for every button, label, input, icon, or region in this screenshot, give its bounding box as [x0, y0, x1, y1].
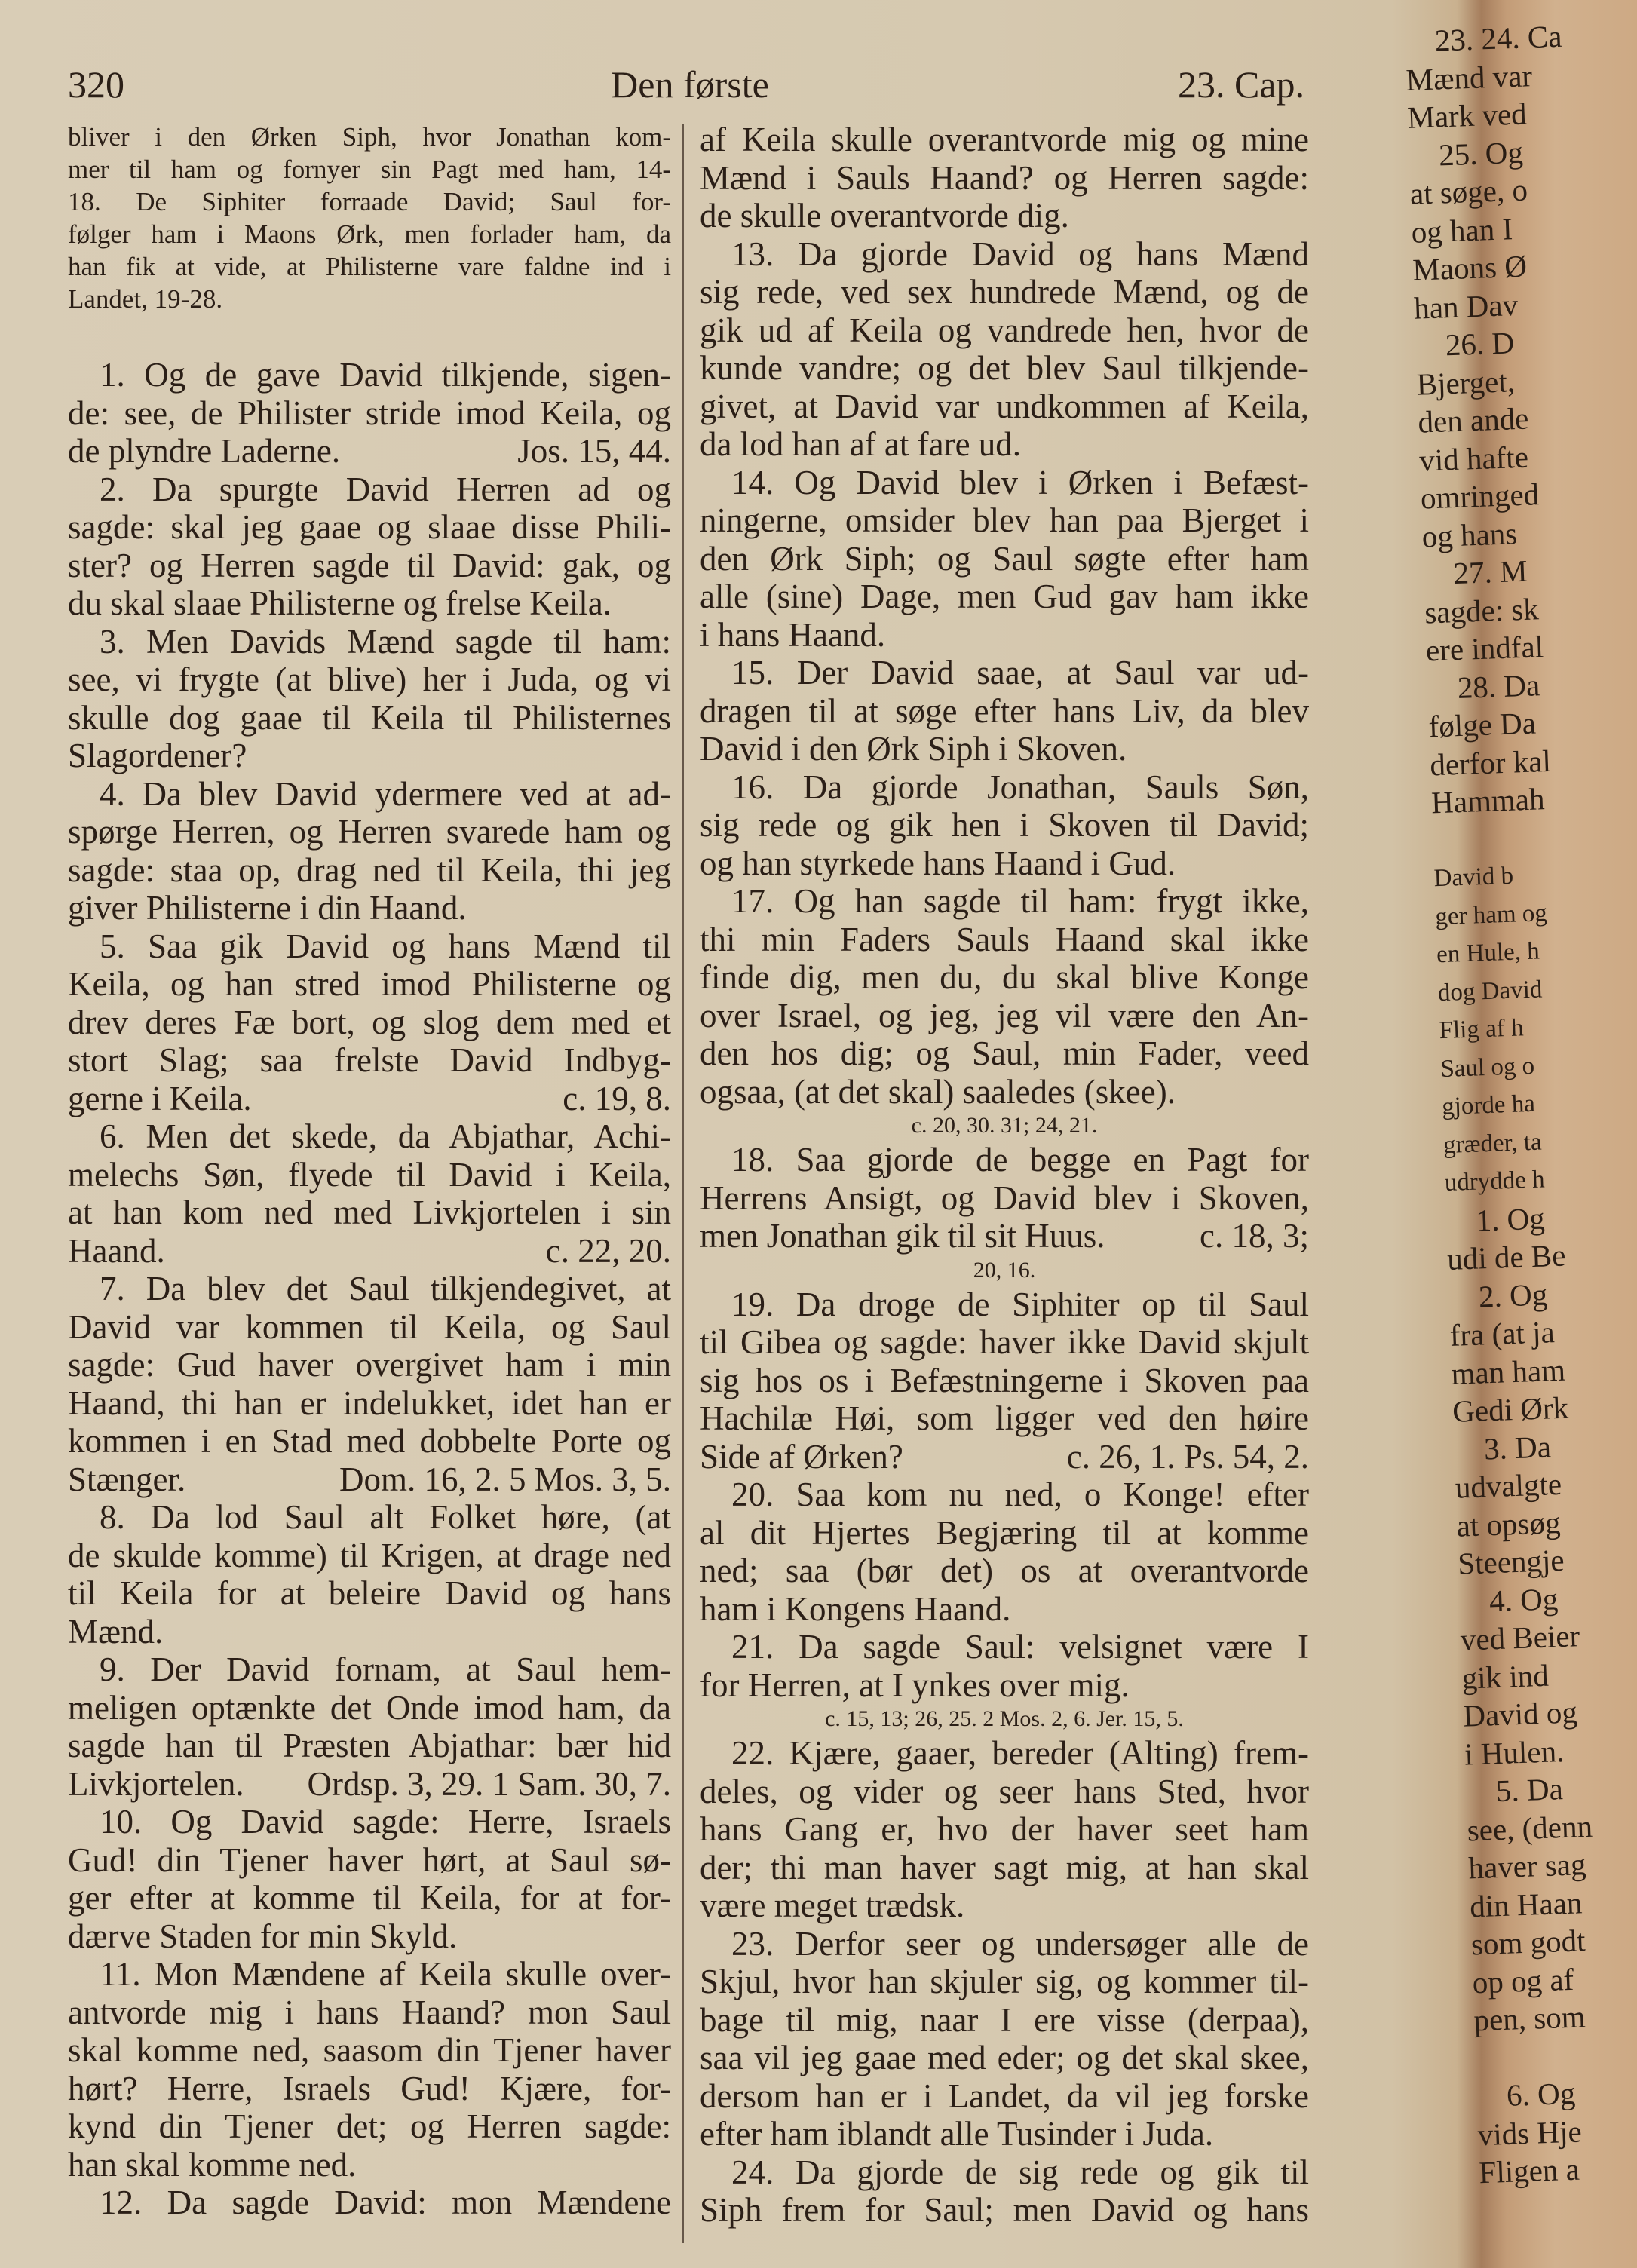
verse-line: den Ørk Siph; og Saul søgte efter ham: [700, 539, 1309, 578]
verse: [68, 1955, 671, 2184]
verse: [68, 1117, 671, 1270]
verse: [700, 1628, 1309, 1734]
verse-line: Haand, thi han er indelukket, idet han er: [68, 1384, 671, 1422]
verse-line: af Keila skulle overantvorde mig og mine: [700, 121, 1309, 158]
verse-line: 18. Saa gjorde de begge en Pagt for: [731, 1141, 1309, 1178]
fragment-line: ger ham og: [1434, 899, 1548, 930]
verse-text: Haand.: [68, 1231, 165, 1270]
verse-line: Skjul, hvor han skjuler sig, og kommer til-: [700, 1963, 1309, 2000]
fragment-line: følge Da: [1427, 705, 1537, 744]
cross-reference: c. 20, 30. 31; 24, 21.: [911, 1113, 1098, 1138]
verse-line: stort Slag; saa frelste David Indbyg-: [68, 1041, 671, 1079]
verse: [700, 768, 1309, 883]
verse-line: sagde: Gud haver overgivet ham i min: [68, 1346, 671, 1384]
verse-line: gik ud af Keila og vandrede hen, hvor de: [700, 311, 1309, 349]
summary-line: mer til ham og fornyer sin Pagt med ham, 14-: [68, 155, 671, 184]
verse: [68, 1270, 671, 1498]
fragment-line: gik ind: [1461, 1657, 1550, 1696]
verse: [68, 775, 671, 927]
cross-reference: c. 26, 1. Ps. 54, 2.: [1066, 1437, 1309, 1476]
verse-line: kommen i en Stad med dobbelte Porte og: [68, 1422, 671, 1460]
verse-line: da lod han af at fare ud.: [700, 425, 1022, 463]
fragment-line: udi de Be: [1446, 1237, 1567, 1277]
fragment-line: 23. 24. Ca: [1434, 18, 1563, 58]
verse-line: efter ham iblandt alle Tusinder i Juda.: [700, 2115, 1214, 2153]
verse: [68, 927, 671, 1118]
verse-line: Slagordener?: [68, 737, 247, 774]
fragment-line: som godt: [1470, 1923, 1586, 1962]
verse-line: 22. Kjære, gaaer, bereder (Alting) frem-: [731, 1734, 1309, 1772]
fragment-line: sagde: sk: [1424, 590, 1540, 630]
fragment-line: gjorde ha: [1441, 1090, 1536, 1121]
verse-line: sagde: skal jeg gaae og slaae disse Phili-: [68, 508, 671, 546]
fragment-line: David b: [1433, 862, 1514, 893]
fragment-line: omringed: [1420, 477, 1540, 516]
verse: [700, 1925, 1309, 2153]
verse-line: ned; saa (bør det) os at overantvorde: [700, 1552, 1309, 1589]
fragment-line: ved Beier: [1460, 1618, 1580, 1657]
fragment-line: haver sag: [1467, 1847, 1587, 1886]
verse-line: dærve Staden for min Skyld.: [68, 1917, 458, 1955]
cross-reference: Ordsp. 3, 29. 1 Sam. 30, 7.: [307, 1764, 671, 1803]
verse-line: for Herren, at I ynkes over mig.: [700, 1666, 1130, 1704]
verse-line: skulle dog gaae til Keila til Philisternes: [68, 698, 671, 737]
verse-line: sig hos os i Befæstningerne i Skoven paa: [700, 1361, 1309, 1399]
fragment-line: vids Hje: [1477, 2113, 1583, 2152]
verse-line: ningerne, omsider blev han paa Bjerget i: [700, 501, 1309, 539]
fragment-line: og han I: [1410, 210, 1513, 250]
verse-line: at han kom ned med Livkjortelen i sin: [68, 1194, 671, 1231]
fragment-line: udvalgte: [1455, 1466, 1562, 1505]
verse-line: kunde vandre; og det blev Saul tilkjende-: [700, 349, 1309, 387]
verse-line: den hos dig; og Saul, min Fader, veed: [700, 1034, 1309, 1072]
verse-line: 10. Og David sagde: Herre, Israels: [100, 1803, 671, 1840]
verse-line: 7. Da blev det Saul tilkjendegivet, at: [100, 1270, 671, 1307]
verse-line: Hachilæ Høi, som ligger ved den høire: [700, 1399, 1309, 1437]
verse-line: der; thi man haver sagt mig, at han skal: [700, 1848, 1309, 1886]
fragment-line: 28. Da: [1457, 667, 1540, 705]
verse-line: [68, 1080, 671, 1118]
verse-text: Stænger.: [68, 1460, 186, 1498]
verse-line: 24. Da gjorde de sig rede og gik til: [731, 2153, 1309, 2191]
summary-line: bliver i den Ørken Siph, hvor Jonathan kom-: [68, 122, 671, 152]
cross-reference: c. 18, 3;: [1200, 1217, 1309, 1255]
fragment-line: op og af: [1471, 1961, 1574, 2000]
verse: [68, 1650, 671, 1803]
fragment-line: Mark ved: [1406, 96, 1528, 135]
verse-line: i hans Haand.: [700, 615, 886, 654]
verse-line: til Keila for at beleire David og hans: [68, 1574, 671, 1612]
verse-text: Side af Ørken?: [700, 1437, 903, 1476]
verse-text: Livkjortelen.: [68, 1764, 244, 1803]
column-divider: [682, 124, 684, 2243]
verse-line: ogsaa, (at det skal) saaledes (skee).: [700, 1072, 1176, 1111]
verse-line: dersom han er i Landet, da vil jeg forske: [700, 2076, 1309, 2115]
verse-line: [68, 1232, 671, 1270]
verse-line: 11. Mon Mændene af Keila skulle over-: [100, 1955, 671, 1993]
verse-line: 8. Da lod Saul alt Folket høre, (at: [100, 1498, 671, 1536]
left-column: [68, 121, 671, 2222]
verse: [700, 235, 1309, 464]
fragment-line: 4. Og: [1488, 1580, 1559, 1618]
verse-line: de skulle overantvorde dig.: [700, 197, 1069, 234]
verse-line: ham i Kongens Haand.: [700, 1589, 1011, 1628]
verse-line: givet, at David var undkommen af Keila,: [700, 387, 1309, 425]
fragment-line: Fligen a: [1478, 2151, 1580, 2190]
fragment-line: Bjerget,: [1415, 363, 1516, 402]
fragment-line: 26. D: [1445, 325, 1515, 363]
fragment-line: pen, som: [1473, 1999, 1586, 2038]
verse-line: ster? og Herren sagde til David: gak, og: [68, 546, 671, 584]
verse: [68, 2184, 671, 2222]
verse-line: hørt? Herre, Israels Gud! Kjære, for-: [68, 2069, 671, 2107]
fragment-line: Mænd var: [1405, 57, 1533, 97]
fragment-line: græder, ta: [1442, 1128, 1543, 1159]
fragment-line: 6. Og: [1506, 2075, 1576, 2113]
verse-line: 21. Da sagde Saul: velsignet være I: [731, 1628, 1309, 1666]
fragment-line: at søge, o: [1409, 172, 1528, 211]
verse: [700, 1476, 1309, 1628]
verse-line: han skal komme ned.: [68, 2145, 357, 2184]
cross-reference: Jos. 15, 44.: [517, 432, 671, 470]
fragment-line: ere indfal: [1425, 629, 1544, 668]
verse-line: David i den Ørk Siph i Skoven.: [700, 730, 1127, 768]
fragment-line: 2. Og: [1478, 1276, 1548, 1314]
cross-reference: Dom. 16, 2. 5 Mos. 3, 5.: [339, 1460, 671, 1498]
verse-line: sagde: staa op, drag ned til Keila, thi jeg: [68, 851, 671, 889]
verse-line: 6. Men det skede, da Abjathar, Achi-: [100, 1117, 671, 1155]
fragment-line: 25. Og: [1438, 134, 1524, 172]
verse-line: 20. Saa kom nu ned, o Konge! efter: [731, 1476, 1309, 1513]
verse: [700, 464, 1309, 654]
fragment-line: i Hulen.: [1464, 1733, 1565, 1772]
summary-line: Landet, 19-28.: [68, 284, 223, 314]
verse: [68, 1498, 671, 1650]
fragment-line: og hans: [1421, 515, 1518, 554]
fragment-line: Flig af h: [1439, 1014, 1525, 1045]
chapter-summary: [68, 121, 671, 315]
verse-line: Mænd i Sauls Haand? og Herren sagde:: [700, 158, 1309, 197]
verse-line: alle (sine) Dage, men Gud gav ham ikke: [700, 578, 1309, 615]
verse-line: Mænd.: [68, 1612, 164, 1650]
verse-line: David var kommen til Keila, og Saul: [68, 1307, 671, 1346]
verse-line: Herrens Ansigt, og David blev i Skoven,: [700, 1178, 1309, 1217]
verse-line: spørge Herren, og Herren svarede ham og: [68, 813, 671, 851]
verse-line: [68, 1765, 671, 1804]
verse-line: sagde han til Præsten Abjathar: bær hid: [68, 1727, 671, 1764]
verse: [700, 1141, 1309, 1286]
fragment-line: den ande: [1417, 400, 1530, 440]
verse: [68, 623, 671, 775]
verse-line: over Israel, og jeg, jeg vil være den An-: [700, 996, 1309, 1034]
verse-text: de plyndre Laderne.: [68, 432, 341, 470]
verse: [700, 1734, 1309, 1925]
summary-line: 18. De Siphiter forraade David; Saul for-: [68, 187, 671, 216]
fragment-line: Saul og o: [1439, 1052, 1535, 1083]
verse-text: men Jonathan gik til sit Huus.: [700, 1217, 1105, 1255]
verse: [68, 470, 671, 623]
facing-page-fragment: [1404, 19, 1593, 2192]
verse-line: bage til mig, naar I ere visse (derpaa),: [700, 2000, 1309, 2039]
verse: [68, 1803, 671, 1955]
verse-line: 23. Derfor seer og undersøger alle de: [731, 1924, 1309, 1963]
verse-line: 5. Saa gik David og hans Mænd til: [100, 927, 671, 965]
verse-line: 4. Da blev David ydermere ved at ad-: [100, 774, 671, 813]
verse-line: 15. Der David saae, at Saul var ud-: [731, 654, 1309, 691]
fragment-line: derfor kal: [1429, 743, 1552, 782]
fragment-line: dog David: [1437, 975, 1543, 1007]
verse-line: 2. Da spurgte David Herren ad og: [100, 470, 671, 508]
verse-line: skal komme ned, saasom din Tjener haver: [68, 2031, 671, 2069]
verse-text: gerne i Keila.: [68, 1079, 252, 1117]
verse-line: hans Gang er, hvo der haver seet ham: [700, 1810, 1309, 1848]
verse-line: 1. Og de gave David tilkjende, sigen-: [100, 356, 671, 394]
verse-line: [68, 1460, 671, 1499]
fragment-line: Hammah: [1430, 781, 1546, 820]
cross-reference: c. 19, 8.: [563, 1079, 671, 1117]
verse-line: 13. Da gjorde David og hans Mænd: [731, 234, 1309, 273]
verse-line: see, vi frygte (at blive) her i Juda, og vi: [68, 660, 671, 698]
verse-line: finde dig, men du, du skal blive Konge: [700, 958, 1309, 996]
verse-line: og han styrkede hans Haand i Gud.: [700, 844, 1176, 882]
verse: [700, 2153, 1309, 2230]
verse-line: drev deres Fæ bort, og slog dem med et: [68, 1003, 671, 1041]
verse-line: [700, 1438, 1309, 1476]
verse-line: giver Philisterne i din Haand.: [68, 889, 467, 927]
verse-continuation: [700, 121, 1309, 235]
verse-line: 9. Der David fornam, at Saul hem-: [100, 1650, 671, 1688]
verse-line: melechs Søn, flyede til David i Keila,: [68, 1155, 671, 1194]
fragment-line: at opsøg: [1455, 1504, 1562, 1543]
cross-reference: c. 15, 13; 26, 25. 2 Mos. 2, 6. Jer. 15, 5.: [825, 1706, 1184, 1731]
fragment-line: [1474, 2036, 1589, 2078]
verse-line: ger efter at komme til Keila, for at for-: [68, 1879, 671, 1917]
fragment-line: 5. Da: [1495, 1771, 1564, 1809]
verse-line: til Gibea og sagde: haver ikke David skjult: [700, 1323, 1309, 1361]
verse: [700, 1286, 1309, 1476]
fragment-line: udrydde h: [1444, 1166, 1546, 1197]
verse-line: de: see, de Philister stride imod Keila, og: [68, 394, 671, 432]
fragment-line: man ham: [1450, 1352, 1566, 1391]
verse-line: al dit Hjertes Begjæring til at komme: [700, 1513, 1309, 1552]
verse-line: Keila, og han stred imod Philisterne og: [68, 965, 671, 1003]
verse-line: 3. Men Davids Mænd sagde til ham:: [100, 622, 671, 660]
verse: [700, 654, 1309, 768]
verse-line: [68, 432, 671, 470]
verse-line: Gud! din Tjener haver hørt, at Saul sø-: [68, 1840, 671, 1879]
fragment-line: 3. Da: [1483, 1428, 1552, 1466]
verse-line: kynd din Tjener det; og Herren sagde:: [68, 2107, 671, 2145]
chapter-heading: 23. Cap.: [1177, 63, 1304, 106]
verse-line: 17. Og han sagde til ham: frygt ikke,: [731, 882, 1309, 920]
verse-line: 12. Da sagde David: mon Mændene: [100, 2184, 671, 2221]
verse-line: deles, og vider og seer hans Sted, hvor: [700, 1772, 1309, 1810]
summary-line: han fik at vide, at Philisterne vare faldne ind i: [68, 252, 671, 281]
verse-line: meligen optænkte det Onde imod ham, da: [68, 1688, 671, 1727]
verse-line: sig rede og gik hen i Skoven til David;: [700, 806, 1309, 844]
verse-line: 16. Da gjorde Jonathan, Sauls Søn,: [731, 768, 1309, 806]
verse-line: antvorde mig i hans Haand? mon Saul: [68, 1993, 671, 2031]
fragment-line: Maons Ø: [1412, 248, 1528, 287]
cross-reference: 20, 16.: [973, 1257, 1036, 1283]
verse-line: de skulde komme) til Krigen, at drage ned: [68, 1536, 671, 1574]
verse-line: saa vil jeg gaae med eder; og det skal skee,: [700, 2039, 1309, 2076]
fragment-line: Gedi Ørk: [1452, 1390, 1569, 1429]
fragment-line: 1. Og: [1475, 1200, 1546, 1238]
verse-line: [700, 1217, 1309, 1255]
fragment-line: fra (at ja: [1448, 1314, 1556, 1353]
verse-line: thi min Faders Sauls Haand skal ikke: [700, 920, 1309, 958]
verse-line: dragen til at søge efter hans Liv, da blev: [700, 691, 1309, 730]
fragment-line: han Dav: [1413, 287, 1519, 326]
verse: [68, 356, 671, 470]
running-title: Den første: [611, 63, 769, 106]
fragment-line: en Hule, h: [1436, 937, 1540, 969]
fragment-line: din Haan: [1469, 1884, 1583, 1923]
right-column: [700, 121, 1309, 2230]
verse-line: du skal slaae Philisterne og frelse Keila.: [68, 584, 612, 622]
summary-line: følger ham i Maons Ørk, men forlader ham, da: [68, 219, 671, 249]
verse-line: sig rede, ved sex hundrede Mænd, og de: [700, 273, 1309, 311]
verse-line: være meget trædsk.: [700, 1886, 965, 1924]
fragment-line: David og: [1462, 1694, 1578, 1733]
verse-line: Siph frem for Saul; men David og hans: [700, 2191, 1309, 2229]
verse: [700, 882, 1309, 1141]
verse-line: 19. Da droge de Siphiter op til Saul: [731, 1285, 1309, 1323]
fragment-line: [1432, 818, 1547, 860]
fragment-line: 27. M: [1452, 553, 1528, 591]
cross-reference: c. 22, 20.: [545, 1231, 671, 1270]
fragment-line: Steengje: [1457, 1542, 1565, 1581]
page-number: 320: [68, 63, 124, 106]
verse-line: 14. Og David blev i Ørken i Befæst-: [731, 463, 1309, 501]
fragment-line: vid hafte: [1418, 439, 1529, 478]
fragment-line: see, (denn: [1466, 1808, 1593, 1848]
